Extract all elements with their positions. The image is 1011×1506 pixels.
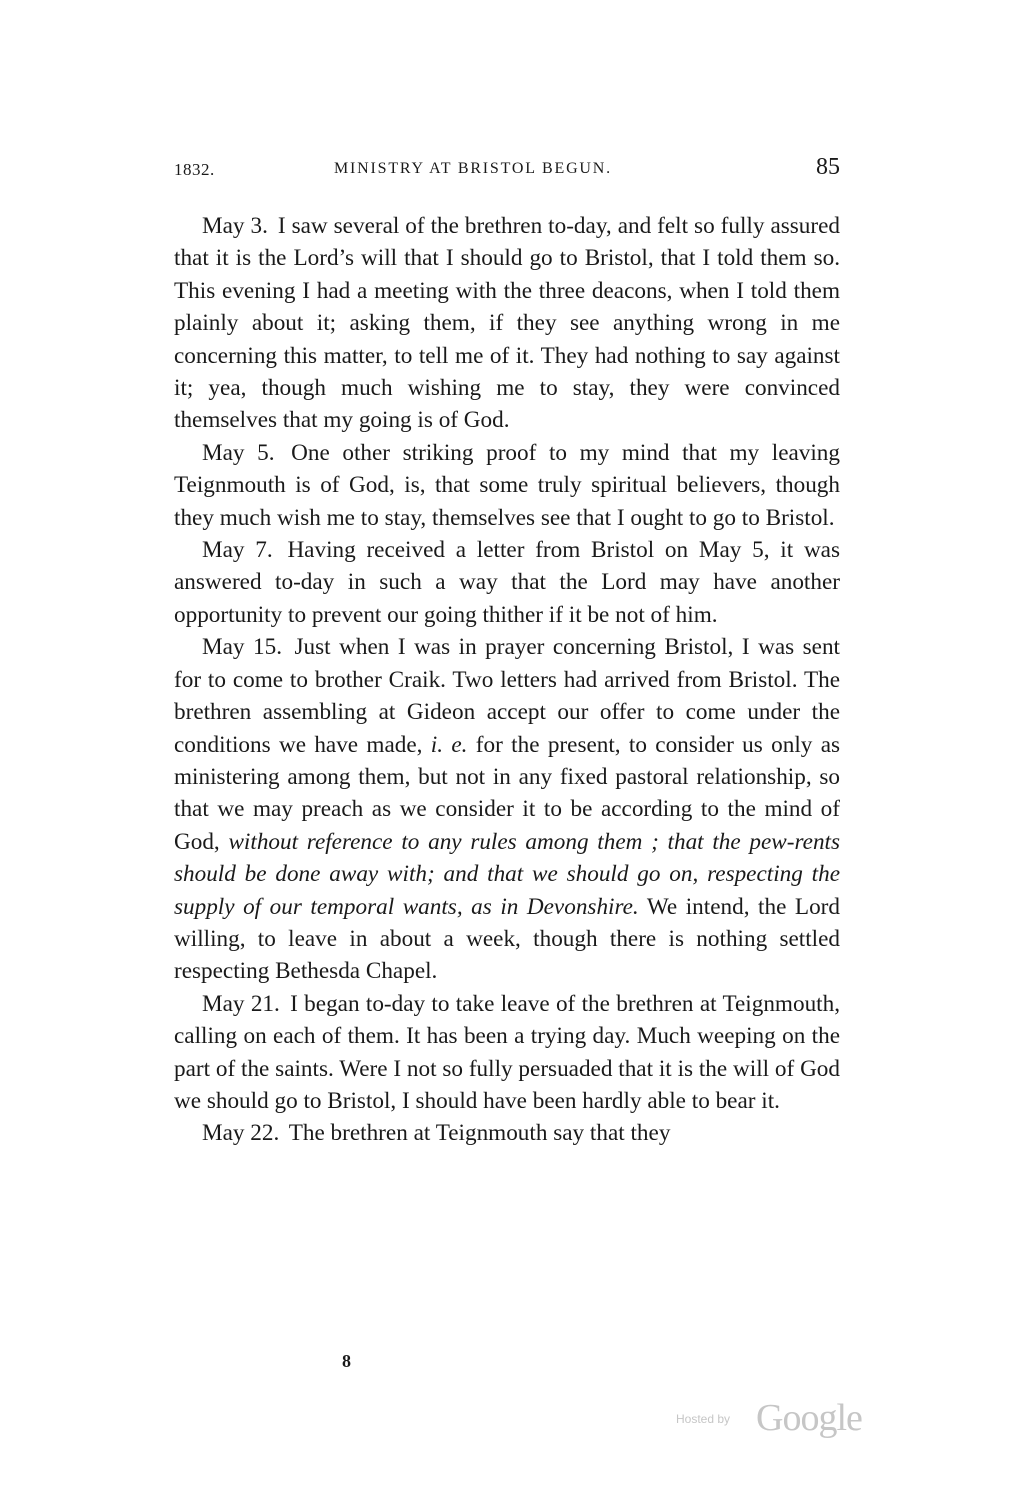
- entry-text: Having received a letter from Bristol on May 5, it was answered to-day in such a way that the Lord may have another opportunity to prevent our going thither if it be not of him.: [174, 537, 841, 628]
- entry-text: I began to-day to take leave of the brethren at Teignmouth, calling on each of them. It has been a trying day. Much weeping on the part of the saints. Were I not so fully persuaded that it is the will of God we should go to Bristol, I should have been hardly able to bear it.: [174, 990, 840, 1114]
- entry-text: Just when I was in prayer concerning Bristol, I was sent for to come to brother Craik. Two letters had arrived from Bristol. The brethren assembling at Gideon accept our offer to come under the conditions we have made,: [174, 634, 840, 758]
- entry-date: May 7.: [202, 537, 273, 564]
- entry-date: May 3.: [202, 213, 268, 239]
- paragraph-may-15: [174, 631, 840, 987]
- running-head-title: MINISTRY AT BRISTOL BEGUN.: [334, 160, 612, 177]
- entry-text: The brethren at Teignmouth say that they: [288, 1120, 671, 1147]
- entry-text-italic-ie: i. e.: [430, 731, 468, 758]
- watermark-hosted-by: Hosted by: [676, 1412, 731, 1426]
- running-head: [174, 156, 840, 186]
- body-text: [174, 210, 840, 1150]
- paragraph-may-7: [174, 534, 840, 631]
- running-head-year: 1832.: [174, 160, 215, 179]
- paragraph-may-5: [174, 437, 840, 534]
- entry-text-continued: for the present, to consider us only as ministering among them, but not in any fixed pastoral relationship, so that we may preach as we consider it to be according to the mind of God,: [174, 731, 841, 855]
- entry-text: I saw several of the brethren to-day, and felt so fully assured that it is the Lord’s will that I should go to Bristol, that I told them so. This evening I had a meeting with the three deacons, when I told them plainly about it; asking them, if they see anything wrong in me concerning this matter, to tell me of it. They had nothing to say against it; yea, though much wishing me to stay, they were convinced themselves that my going is of God.: [174, 213, 840, 434]
- signature-mark: 8: [342, 1351, 351, 1371]
- entry-date: May 21.: [202, 990, 280, 1017]
- paragraph-may-22: [174, 1117, 840, 1149]
- google-logo: Google: [756, 1397, 862, 1439]
- entry-text: One other striking proof to my mind that my leaving Teignmouth is of God, is, that some truly spiritual believers, though they much wish me to stay, themselves see that I ought to go to Bristol.: [174, 439, 840, 531]
- entry-date: May 15.: [202, 634, 282, 661]
- paragraph-may-3: [174, 210, 840, 437]
- paragraph-may-21: [174, 988, 840, 1118]
- entry-text-italic-temporal: respecting the supply of our temporal wants, as in Devonshire.: [174, 861, 840, 920]
- entry-date: May 22.: [202, 1120, 280, 1147]
- entry-text-closing: We intend, the Lord willing, to leave in about a week, though there is nothing settled respecting Bethesda Chapel.: [174, 893, 840, 985]
- entry-text-italic-conditions: without reference to any rules among them ; that the pew-rents should be done away with; and that we should go on,: [174, 828, 840, 888]
- page-number: 85: [816, 154, 840, 180]
- entry-date: May 5.: [202, 439, 275, 466]
